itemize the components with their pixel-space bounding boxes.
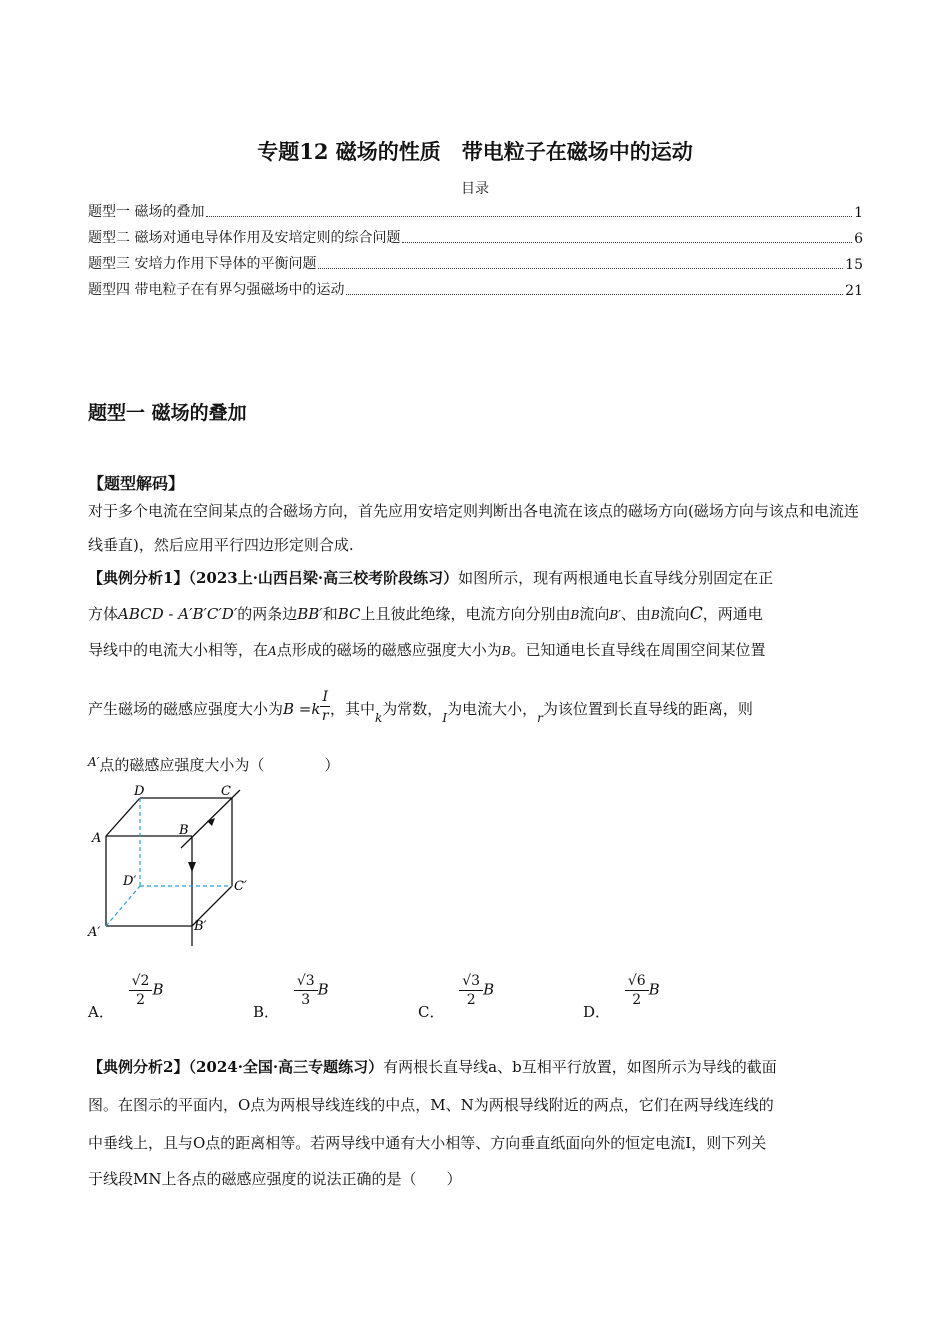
fraction-numerator: √2 bbox=[129, 972, 153, 991]
example1-line1 bbox=[88, 561, 868, 595]
text: 和 bbox=[322, 605, 338, 623]
example-text: 如图所示，现有两根通电长直导线分别固定在正 bbox=[458, 569, 774, 587]
text: ，两通电 bbox=[702, 605, 763, 623]
edge-bc-wire bbox=[181, 790, 240, 848]
point-label: B′ bbox=[609, 608, 621, 622]
text: 上且彼此绝缘，电流方向分别由 bbox=[360, 605, 571, 623]
text: ，其中 bbox=[330, 700, 376, 718]
toc-item-page: 21 bbox=[845, 283, 863, 299]
point-label: C bbox=[689, 604, 703, 624]
page-title: 专题12 磁场的性质 带电粒子在磁场中的运动 bbox=[257, 139, 693, 164]
arrow-down-icon bbox=[188, 862, 196, 872]
label-dp: D′ bbox=[123, 874, 137, 889]
section-heading: 题型一 磁场的叠加 bbox=[88, 402, 247, 424]
decode-heading: 【题型解码】 bbox=[88, 474, 185, 493]
fraction-denominator: 2 bbox=[632, 992, 642, 1008]
toc-item[interactable] bbox=[88, 201, 863, 221]
toc-item[interactable] bbox=[88, 253, 863, 273]
choice-letter: B． bbox=[253, 1002, 280, 1021]
formula-fraction bbox=[320, 688, 330, 725]
edge-label: BC bbox=[337, 605, 361, 623]
toc-leader bbox=[206, 216, 852, 217]
label-bp: B′ bbox=[194, 919, 207, 934]
text: 的两条边 bbox=[237, 605, 298, 623]
fraction-denominator: r bbox=[321, 708, 329, 724]
example2-line3: 中垂线上，且与O点的距离相等。若两导线中通有大小相等、方向垂直纸面向外的恒定电流I，则下列关 bbox=[88, 1134, 767, 1152]
choice-fraction bbox=[625, 972, 649, 1009]
choice-letter: D． bbox=[583, 1002, 611, 1021]
toc-item[interactable] bbox=[88, 279, 863, 299]
label-c: C bbox=[221, 784, 231, 799]
label-d: D bbox=[134, 784, 145, 799]
example2-line1 bbox=[88, 1050, 868, 1084]
point-label: B bbox=[650, 608, 660, 622]
choice-c[interactable] bbox=[418, 972, 494, 1022]
choice-var: B bbox=[152, 980, 164, 999]
choice-fraction bbox=[294, 972, 318, 1009]
toc-item-label: 题型四 带电粒子在有界匀强磁场中的运动 bbox=[88, 282, 345, 298]
point-label: A bbox=[268, 644, 277, 658]
fraction-numerator: √3 bbox=[459, 972, 483, 991]
choice-fraction bbox=[459, 972, 483, 1009]
point-label: B bbox=[570, 608, 580, 622]
example2-line4: 于线段MN上各点的磁感应强度的说法正确的是（ ） bbox=[88, 1170, 462, 1188]
example2-line2: 图。在图示的平面内，O点为两根导线连线的中点，M、N为两根导线附近的两点，它们在两导线连线的 bbox=[88, 1096, 774, 1114]
example-source: （2023上·山西吕梁·高三校考阶段练习） bbox=[188, 569, 459, 587]
label-a: A bbox=[92, 831, 102, 846]
text: 流向 bbox=[659, 605, 690, 623]
toc-leader bbox=[402, 242, 852, 243]
text: 、由 bbox=[620, 605, 651, 623]
point-label: A′ bbox=[88, 755, 100, 769]
toc-item-page: 1 bbox=[854, 205, 863, 221]
label-cp: C′ bbox=[234, 879, 247, 894]
text: 方体 bbox=[88, 605, 119, 623]
edge-label: BB′ bbox=[297, 605, 323, 623]
choice-fraction bbox=[129, 972, 153, 1009]
text: 产生磁场的磁感应强度大小为 bbox=[88, 700, 284, 718]
example-source: （2024·全国·高三专题练习） bbox=[188, 1058, 384, 1076]
toc-leader bbox=[318, 268, 843, 269]
fraction-numerator: I bbox=[322, 689, 328, 705]
hidden-edge-apdp bbox=[106, 886, 140, 926]
text: 为电流大小， bbox=[447, 700, 538, 718]
var-label: I bbox=[442, 711, 448, 725]
var-label: r bbox=[537, 711, 543, 725]
example1-line4 bbox=[88, 688, 868, 735]
text: 点形成的磁场的磁感应强度大小为 bbox=[276, 641, 502, 659]
fraction-numerator: √3 bbox=[294, 972, 318, 991]
text: 为该位置到长直导线的距离，则 bbox=[542, 700, 753, 718]
text: 导线中的电流大小相等，在 bbox=[88, 641, 269, 659]
toc-item-page: 6 bbox=[854, 231, 863, 247]
text: 流向 bbox=[579, 605, 610, 623]
toc-item-label: 题型三 安培力作用下导体的平衡问题 bbox=[88, 256, 317, 272]
var-label: k bbox=[375, 711, 383, 725]
decode-text: 对于多个电流在空间某点的合磁场方向，首先应用安培定则判断出各电流在该点的磁场方向(磁场方向与该点和电流连线垂直)，然后应用平行四边形定则合成. bbox=[88, 502, 859, 554]
choice-a[interactable] bbox=[88, 972, 163, 1022]
toc-item-label: 题型二 磁场对通电导体作用及安培定则的综合问题 bbox=[88, 230, 401, 246]
example1-line2 bbox=[88, 597, 868, 632]
text: 。已知通电长直导线在周围空间某位置 bbox=[510, 641, 766, 659]
choice-var: B bbox=[317, 980, 329, 999]
toc-leader bbox=[346, 294, 843, 295]
label-b: B bbox=[179, 823, 189, 838]
fraction-denominator: 2 bbox=[136, 992, 145, 1008]
cube-name: ABCD - A′B′C′D′ bbox=[118, 605, 238, 623]
cube-figure bbox=[84, 780, 264, 950]
example-tag: 【典例分析1】 bbox=[88, 569, 189, 587]
toc-heading: 目录 bbox=[461, 181, 489, 197]
formula: B =k bbox=[283, 700, 321, 718]
text: 点的磁感应强度大小为（ ） bbox=[99, 756, 340, 774]
toc-item-label: 题型一 磁场的叠加 bbox=[88, 204, 205, 220]
choice-b[interactable] bbox=[253, 972, 329, 1022]
toc-item-page: 15 bbox=[845, 257, 863, 273]
choice-var: B bbox=[483, 980, 495, 999]
example-tag: 【典例分析2】 bbox=[88, 1058, 189, 1076]
fraction-denominator: 2 bbox=[466, 992, 476, 1008]
choice-letter: C． bbox=[418, 1002, 445, 1021]
fraction-denominator: 3 bbox=[301, 992, 311, 1008]
example1-line5 bbox=[88, 745, 868, 782]
text: 为常数， bbox=[382, 700, 443, 718]
example-text: 有两根长直导线a、b互相平行放置，如图所示为导线的截面 bbox=[383, 1058, 777, 1076]
var-label: B bbox=[501, 644, 511, 658]
example1-line3 bbox=[88, 633, 868, 668]
toc-item[interactable] bbox=[88, 227, 863, 247]
choice-d[interactable] bbox=[583, 972, 660, 1022]
choice-letter: A． bbox=[88, 1002, 114, 1021]
fraction-numerator: √6 bbox=[625, 972, 649, 991]
choice-var: B bbox=[648, 980, 660, 999]
label-ap: A′ bbox=[88, 925, 101, 940]
edge-ad bbox=[106, 798, 140, 836]
